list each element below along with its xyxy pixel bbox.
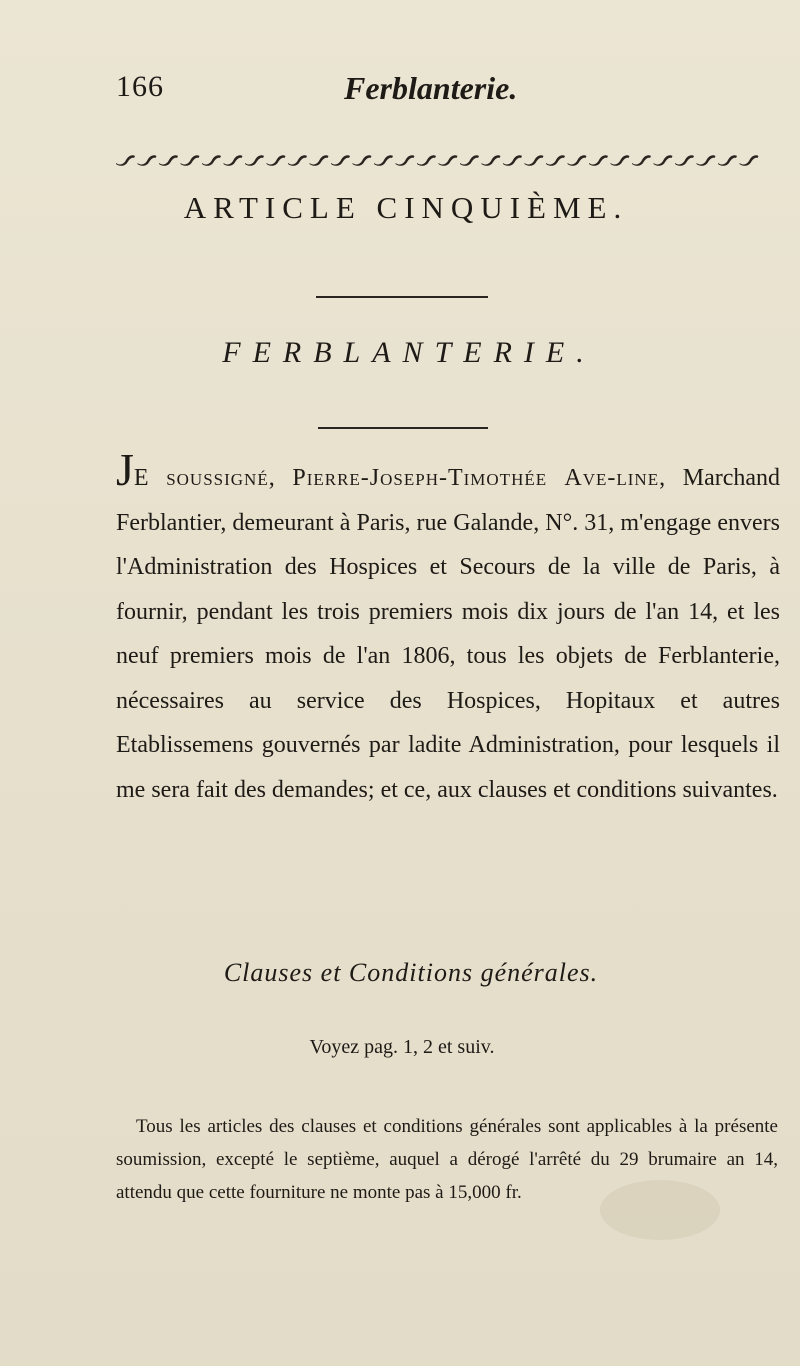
ornament-swash	[396, 155, 415, 166]
ornament-swash	[181, 155, 200, 166]
paragraph-text: , Marchand Ferblantier, demeurant à Paris, rue Galande, N°. 31, m'engage envers l'Administration des Hospices et Secours de la ville de Paris, à fournir, pendant les trois premiers mois dix jours de l'an 14, et les neuf premiers mois de l'an 1806, tous les objets de Ferblanterie, nécessaires au service des Hospices, Hopitaux et autres Etablissemens gouvernés par ladite Administration, pour lesquels il me sera fait des demandes; et ce, aux clauses et conditions suivantes.	[116, 465, 781, 803]
ornament-swash	[482, 155, 501, 166]
ornament-swash	[740, 155, 759, 166]
ornament-swash	[417, 155, 436, 166]
ornament-swash	[589, 155, 608, 166]
ornament-swash	[718, 155, 737, 166]
separator: ,	[268, 465, 293, 491]
article-heading: ARTICLE CINQUIÈME.	[183, 190, 629, 225]
ornament-swash	[503, 155, 522, 166]
opening-word: soussigné	[166, 465, 269, 491]
ornament-swash	[138, 155, 157, 166]
divider-rule	[316, 296, 488, 298]
ornament-swash	[439, 155, 458, 166]
ornament-swash	[697, 155, 716, 166]
ornament-swash	[245, 155, 264, 166]
ornament-swash	[288, 155, 307, 166]
ornament-swash	[568, 155, 587, 166]
ornament-swash	[654, 155, 673, 166]
ornament-swash	[310, 155, 329, 166]
ornament-swash	[202, 155, 221, 166]
ornament-swash	[611, 155, 630, 166]
drop-cap: J	[116, 444, 134, 495]
section-heading: FERBLANTERIE.	[222, 336, 596, 369]
opening-word-rest: E	[133, 465, 167, 491]
divider-rule	[318, 427, 488, 429]
ornament-swash	[267, 155, 286, 166]
ornament-swash	[116, 155, 135, 166]
ornament-swash	[460, 155, 479, 166]
ornament-swash	[353, 155, 372, 166]
ornament-swash	[632, 155, 651, 166]
body-paragraph	[116, 444, 781, 812]
running-title: Ferblanterie.	[344, 70, 518, 106]
author-name: Pierre-Joseph-Timothée Ave-line	[292, 465, 660, 491]
ornament-swash	[159, 155, 178, 166]
page-reference: Voyez pag. 1, 2 et suiv.	[309, 1036, 495, 1058]
ornament-swash	[331, 155, 350, 166]
page-number: 166	[116, 70, 164, 103]
clauses-heading: Clauses et Conditions générales.	[223, 958, 599, 987]
ornament-swash	[374, 155, 393, 166]
note-paragraph: Tous les articles des clauses et conditions générales sont applicables à la présente soumission, excepté le septième, auquel a dérogé l'arrêté du 29 brumaire an 14, attendu que cette fourniture ne monte pas à 15,000 fr.	[116, 1116, 778, 1203]
ornament-swash	[546, 155, 565, 166]
ornament-swash	[525, 155, 544, 166]
running-head	[116, 70, 756, 114]
ornament-swash	[675, 155, 694, 166]
ornament-swash	[224, 155, 243, 166]
ornament-band-icon	[114, 152, 774, 168]
